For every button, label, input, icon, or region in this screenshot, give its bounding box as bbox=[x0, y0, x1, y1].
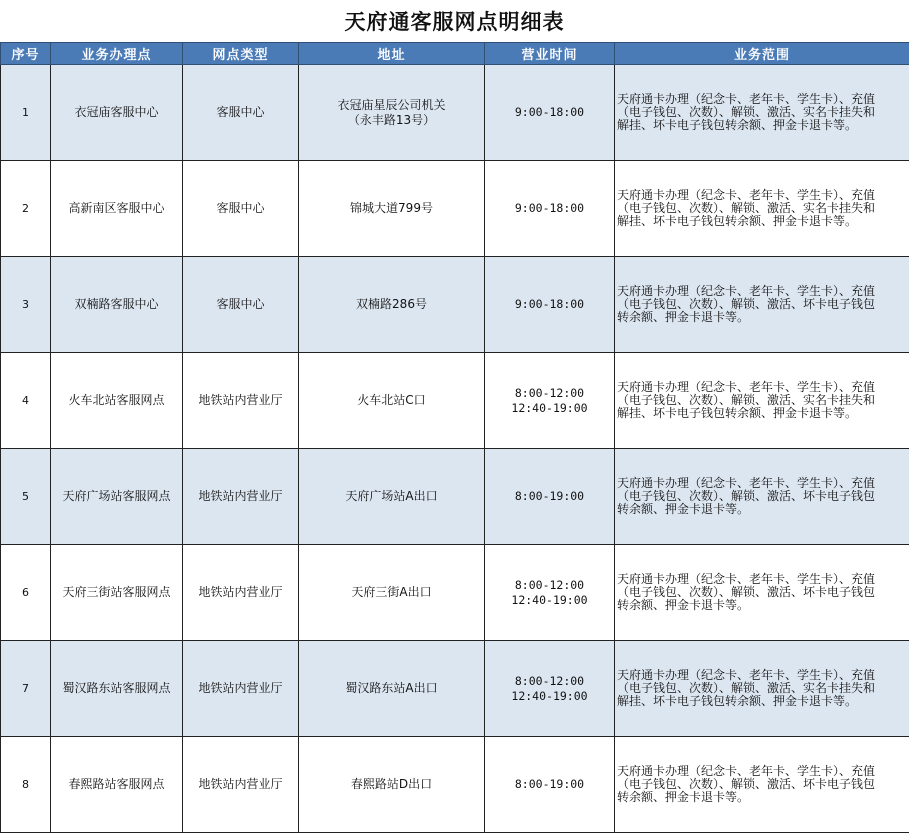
header-no[interactable]: 序号 bbox=[1, 43, 51, 65]
table-row bbox=[1, 449, 909, 545]
cell-service-scope[interactable] bbox=[615, 641, 909, 737]
cell-outlet-name[interactable]: 双楠路客服中心 bbox=[51, 257, 183, 353]
cell-business-hours-line: 8:00-12:00 bbox=[514, 673, 585, 688]
cell-service-scope[interactable] bbox=[615, 353, 909, 449]
cell-service-scope[interactable] bbox=[615, 65, 909, 161]
cell-outlet-name[interactable]: 天府三街站客服网点 bbox=[51, 545, 183, 641]
cell-service-scope[interactable] bbox=[615, 545, 909, 641]
table-row bbox=[1, 161, 909, 257]
cell-address-line: （永丰路13号） bbox=[347, 112, 436, 127]
cell-address[interactable] bbox=[299, 161, 485, 257]
cell-address[interactable] bbox=[299, 449, 485, 545]
cell-service-scope-line: 解挂、坏卡电子钱包转余额、押金卡退卡等。 bbox=[617, 118, 858, 132]
cell-service-scope-line: 转余额、押金卡退卡等。 bbox=[617, 790, 750, 804]
cell-no[interactable]: 6 bbox=[1, 545, 51, 641]
header-outlet-type[interactable]: 网点类型 bbox=[183, 43, 299, 65]
cell-service-scope-line: 转余额、押金卡退卡等。 bbox=[617, 310, 750, 324]
cell-address-line: 衣冠庙星辰公司机关 bbox=[337, 97, 446, 112]
cell-business-hours-line: 8:00-12:00 bbox=[514, 577, 585, 592]
cell-service-scope-line: 转余额、押金卡退卡等。 bbox=[617, 598, 750, 612]
cell-service-scope-line: （电子钱包、次数）、解锁、激活、坏卡电子钱包 bbox=[617, 297, 876, 311]
cell-service-scope-line: 天府通卡办理（纪念卡、老年卡、学生卡）、充值 bbox=[617, 380, 876, 394]
cell-service-scope-line: 天府通卡办理（纪念卡、老年卡、学生卡）、充值 bbox=[617, 476, 876, 490]
cell-address[interactable] bbox=[299, 641, 485, 737]
cell-outlet-name[interactable]: 高新南区客服中心 bbox=[51, 161, 183, 257]
cell-service-scope-line: 解挂、坏卡电子钱包转余额、押金卡退卡等。 bbox=[617, 406, 858, 420]
cell-service-scope-line: 天府通卡办理（纪念卡、老年卡、学生卡）、充值 bbox=[617, 188, 876, 202]
cell-outlet-type[interactable]: 地铁站内营业厅 bbox=[183, 641, 299, 737]
cell-no[interactable]: 5 bbox=[1, 449, 51, 545]
cell-outlet-type[interactable]: 地铁站内营业厅 bbox=[183, 737, 299, 833]
cell-outlet-type[interactable]: 客服中心 bbox=[183, 257, 299, 353]
table-row bbox=[1, 257, 909, 353]
cell-service-scope[interactable] bbox=[615, 257, 909, 353]
cell-service-scope-line: （电子钱包、次数）、解锁、激活、实名卡挂失和 bbox=[617, 105, 876, 119]
cell-business-hours-line: 12:40-19:00 bbox=[511, 592, 588, 607]
cell-outlet-type[interactable]: 地铁站内营业厅 bbox=[183, 449, 299, 545]
cell-service-scope-line: 天府通卡办理（纪念卡、老年卡、学生卡）、充值 bbox=[617, 764, 876, 778]
cell-service-scope[interactable] bbox=[615, 161, 909, 257]
cell-business-hours-line: 9:00-18:00 bbox=[514, 201, 585, 215]
table-row bbox=[1, 737, 909, 833]
cell-address-line: 天府广场站A出口 bbox=[345, 489, 438, 503]
cell-address[interactable] bbox=[299, 545, 485, 641]
cell-business-hours[interactable] bbox=[485, 65, 615, 161]
cell-no[interactable]: 2 bbox=[1, 161, 51, 257]
cell-service-scope-line: 天府通卡办理（纪念卡、老年卡、学生卡）、充值 bbox=[617, 92, 876, 106]
cell-business-hours-line: 12:40-19:00 bbox=[511, 400, 588, 415]
cell-business-hours[interactable] bbox=[485, 257, 615, 353]
cell-service-scope-line: 解挂、坏卡电子钱包转余额、押金卡退卡等。 bbox=[617, 214, 858, 228]
cell-service-scope-line: （电子钱包、次数）、解锁、激活、实名卡挂失和 bbox=[617, 393, 876, 407]
cell-address[interactable] bbox=[299, 65, 485, 161]
table-body bbox=[1, 65, 909, 833]
cell-outlet-name[interactable]: 衣冠庙客服中心 bbox=[51, 65, 183, 161]
cell-business-hours-line: 12:40-19:00 bbox=[511, 688, 588, 703]
cell-service-scope[interactable] bbox=[615, 737, 909, 833]
cell-service-scope-line: 天府通卡办理（纪念卡、老年卡、学生卡）、充值 bbox=[617, 284, 876, 298]
cell-service-scope-line: 转余额、押金卡退卡等。 bbox=[617, 502, 750, 516]
cell-address[interactable] bbox=[299, 353, 485, 449]
table-row bbox=[1, 545, 909, 641]
cell-address-line: 双楠路286号 bbox=[356, 297, 427, 311]
header-row bbox=[1, 43, 909, 65]
cell-business-hours-line: 8:00-19:00 bbox=[514, 489, 585, 503]
cell-address-line: 火车北站C口 bbox=[357, 393, 426, 407]
cell-service-scope-line: （电子钱包、次数）、解锁、激活、实名卡挂失和 bbox=[617, 201, 876, 215]
cell-service-scope-line: 天府通卡办理（纪念卡、老年卡、学生卡）、充值 bbox=[617, 668, 876, 682]
table-row bbox=[1, 641, 909, 737]
cell-service-scope-line: （电子钱包、次数）、解锁、激活、坏卡电子钱包 bbox=[617, 777, 876, 791]
cell-outlet-type[interactable]: 客服中心 bbox=[183, 161, 299, 257]
cell-outlet-type[interactable]: 地铁站内营业厅 bbox=[183, 353, 299, 449]
cell-service-scope-line: 解挂、坏卡电子钱包转余额、押金卡退卡等。 bbox=[617, 694, 858, 708]
cell-address-line: 蜀汉路东站A出口 bbox=[345, 681, 438, 695]
cell-service-scope-line: （电子钱包、次数）、解锁、激活、实名卡挂失和 bbox=[617, 681, 876, 695]
cell-business-hours-line: 9:00-18:00 bbox=[514, 105, 585, 119]
cell-no[interactable]: 4 bbox=[1, 353, 51, 449]
cell-no[interactable]: 8 bbox=[1, 737, 51, 833]
cell-address[interactable] bbox=[299, 257, 485, 353]
header-service-scope[interactable]: 业务范围 bbox=[615, 43, 909, 65]
cell-service-scope-line: 天府通卡办理（纪念卡、老年卡、学生卡）、充值 bbox=[617, 572, 876, 586]
cell-business-hours[interactable] bbox=[485, 353, 615, 449]
cell-no[interactable]: 3 bbox=[1, 257, 51, 353]
cell-business-hours-line: 8:00-12:00 bbox=[514, 385, 585, 400]
table-row bbox=[1, 353, 909, 449]
cell-address[interactable] bbox=[299, 737, 485, 833]
cell-service-scope[interactable] bbox=[615, 449, 909, 545]
cell-business-hours-line: 8:00-19:00 bbox=[514, 777, 585, 791]
cell-address-line: 锦城大道799号 bbox=[350, 201, 433, 215]
sheet-title: 天府通客服网点明细表 bbox=[344, 9, 565, 34]
cell-outlet-type[interactable]: 地铁站内营业厅 bbox=[183, 545, 299, 641]
header-outlet-name[interactable]: 业务办理点 bbox=[51, 43, 183, 65]
cell-outlet-name[interactable]: 蜀汉路东站客服网点 bbox=[51, 641, 183, 737]
cell-outlet-type[interactable]: 客服中心 bbox=[183, 65, 299, 161]
cell-service-scope-line: （电子钱包、次数）、解锁、激活、坏卡电子钱包 bbox=[617, 585, 876, 599]
cell-address-line: 天府三街A出口 bbox=[351, 585, 432, 599]
cell-outlet-name[interactable]: 火车北站客服网点 bbox=[51, 353, 183, 449]
cell-business-hours[interactable] bbox=[485, 161, 615, 257]
cell-outlet-name[interactable]: 天府广场站客服网点 bbox=[51, 449, 183, 545]
cell-business-hours-line: 9:00-18:00 bbox=[514, 297, 585, 311]
cell-business-hours[interactable] bbox=[485, 737, 615, 833]
header-address[interactable]: 地址 bbox=[299, 43, 485, 65]
outlet-table bbox=[0, 42, 909, 833]
cell-business-hours[interactable] bbox=[485, 449, 615, 545]
table-row bbox=[1, 65, 909, 161]
cell-no[interactable]: 1 bbox=[1, 65, 51, 161]
cell-address-line: 春熙路站D出口 bbox=[350, 777, 433, 791]
cell-no[interactable]: 7 bbox=[1, 641, 51, 737]
cell-outlet-name[interactable]: 春熙路站客服网点 bbox=[51, 737, 183, 833]
header-business-hours[interactable]: 营业时间 bbox=[485, 43, 615, 65]
cell-business-hours[interactable] bbox=[485, 641, 615, 737]
cell-business-hours[interactable] bbox=[485, 545, 615, 641]
cell-service-scope-line: （电子钱包、次数）、解锁、激活、坏卡电子钱包 bbox=[617, 489, 876, 503]
